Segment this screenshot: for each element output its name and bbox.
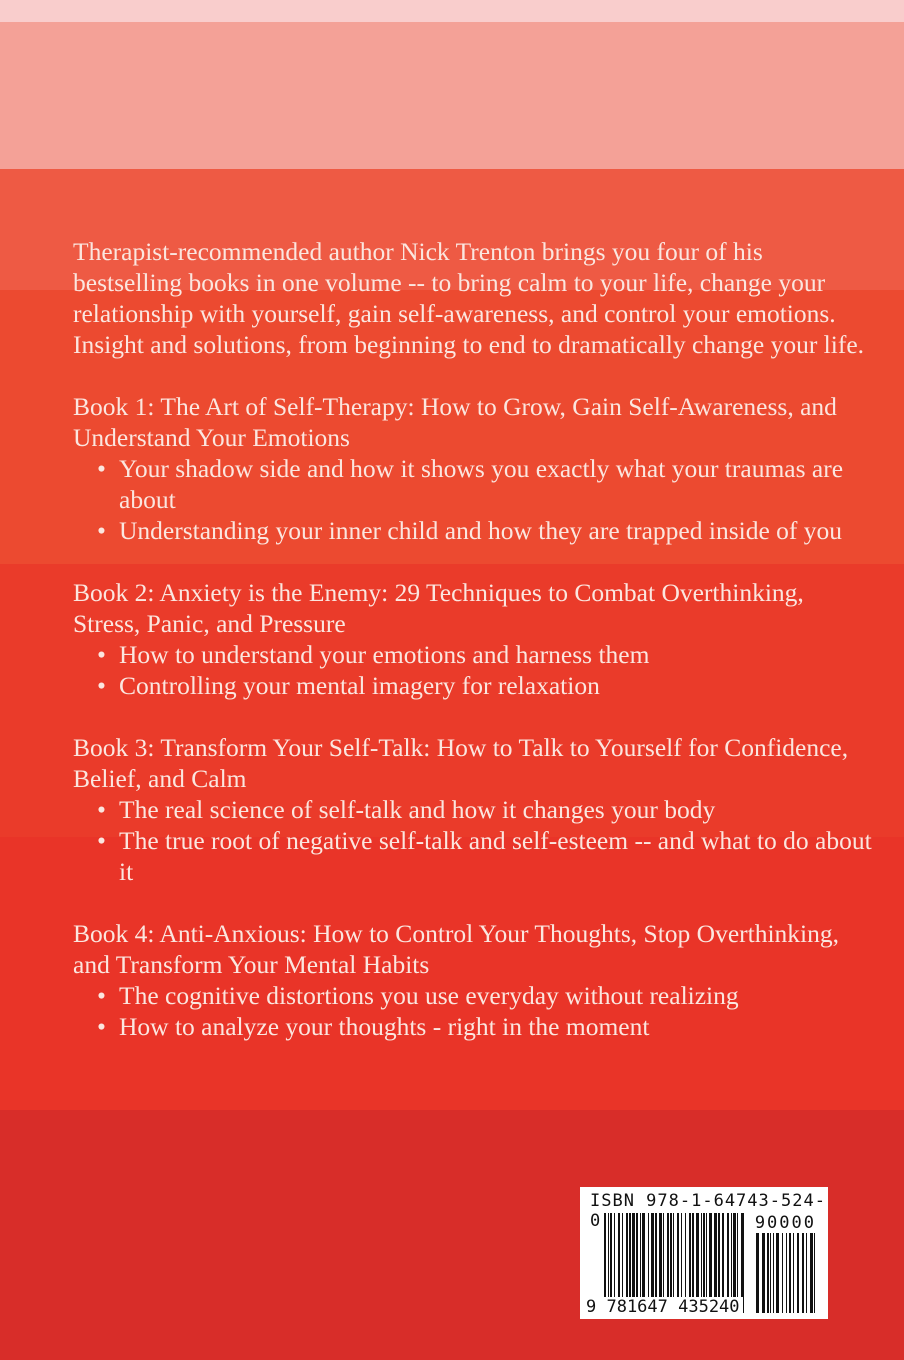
addon-bar [786, 1233, 787, 1313]
addon-bar [767, 1233, 769, 1313]
book-section [73, 391, 873, 546]
addon-bar [770, 1233, 771, 1313]
bullet-point: • How to analyze your thoughts - right in the moment [95, 1011, 873, 1042]
addon-bar [776, 1233, 779, 1313]
book-points [95, 794, 873, 887]
band-2 [0, 22, 904, 169]
bullet-point: • The true root of negative self-talk and self-esteem -- and what to do about it [95, 825, 873, 887]
price-addon: 90000 [754, 1213, 816, 1233]
book-section [73, 918, 873, 1042]
book-section [73, 732, 873, 887]
book-title: Book 1: The Art of Self-Therapy: How to Grow, Gain Self-Awareness, and Understand Your Emotions [73, 392, 837, 452]
addon-bar [773, 1233, 774, 1313]
addon-bar [789, 1233, 791, 1313]
book-points [95, 639, 873, 701]
addon-bar [782, 1233, 783, 1313]
bullet-point: • Controlling your mental imagery for relaxation [95, 670, 873, 701]
addon-bar [814, 1233, 815, 1313]
addon-bar [762, 1233, 765, 1313]
back-cover-text [73, 236, 873, 1073]
book-section [73, 577, 873, 701]
book-title: Book 3: Transform Your Self-Talk: How to Talk to Yourself for Confidence, Belief, and Calm [73, 733, 849, 793]
book-title: Book 2: Anxiety is the Enemy: 29 Techniques to Combat Overthinking, Stress, Panic, and Pressure [73, 578, 804, 638]
bullet-point: • Your shadow side and how it shows you exactly what your traumas are about [95, 453, 873, 515]
barcode-digits: 9 781647 435240 [586, 1297, 743, 1317]
band-1 [0, 0, 904, 22]
addon-bar [793, 1233, 794, 1313]
isbn-barcode [580, 1187, 828, 1319]
addon-bar [797, 1233, 799, 1313]
bullet-point: • Understanding your inner child and how they are trapped inside of you [95, 515, 873, 546]
intro-paragraph: Therapist-recommended author Nick Trenton brings you four of his bestselling books in one volume -- to bring calm to your life, change your relationship with yourself, gain self-awareness, and control your emotions. Insight and solutions, from beginning to end to dramatically change your life. [73, 237, 865, 359]
bullet-point: • How to understand your emotions and harness them [95, 639, 873, 670]
book-points [95, 980, 873, 1042]
isbn-label: ISBN 978-1-64743-524-0 [590, 1191, 826, 1231]
addon-bar [802, 1233, 804, 1313]
bullet-point: • The real science of self-talk and how it changes your body [95, 794, 873, 825]
bullet-point: • The cognitive distortions you use everyday without realizing [95, 980, 873, 1011]
book-points [95, 453, 873, 546]
addon-bar [756, 1233, 759, 1313]
book-title: Book 4: Anti-Anxious: How to Control Your Thoughts, Stop Overthinking, and Transform Your Mental Habits [73, 919, 840, 979]
addon-bar [810, 1233, 813, 1313]
addon-bar [806, 1233, 807, 1313]
